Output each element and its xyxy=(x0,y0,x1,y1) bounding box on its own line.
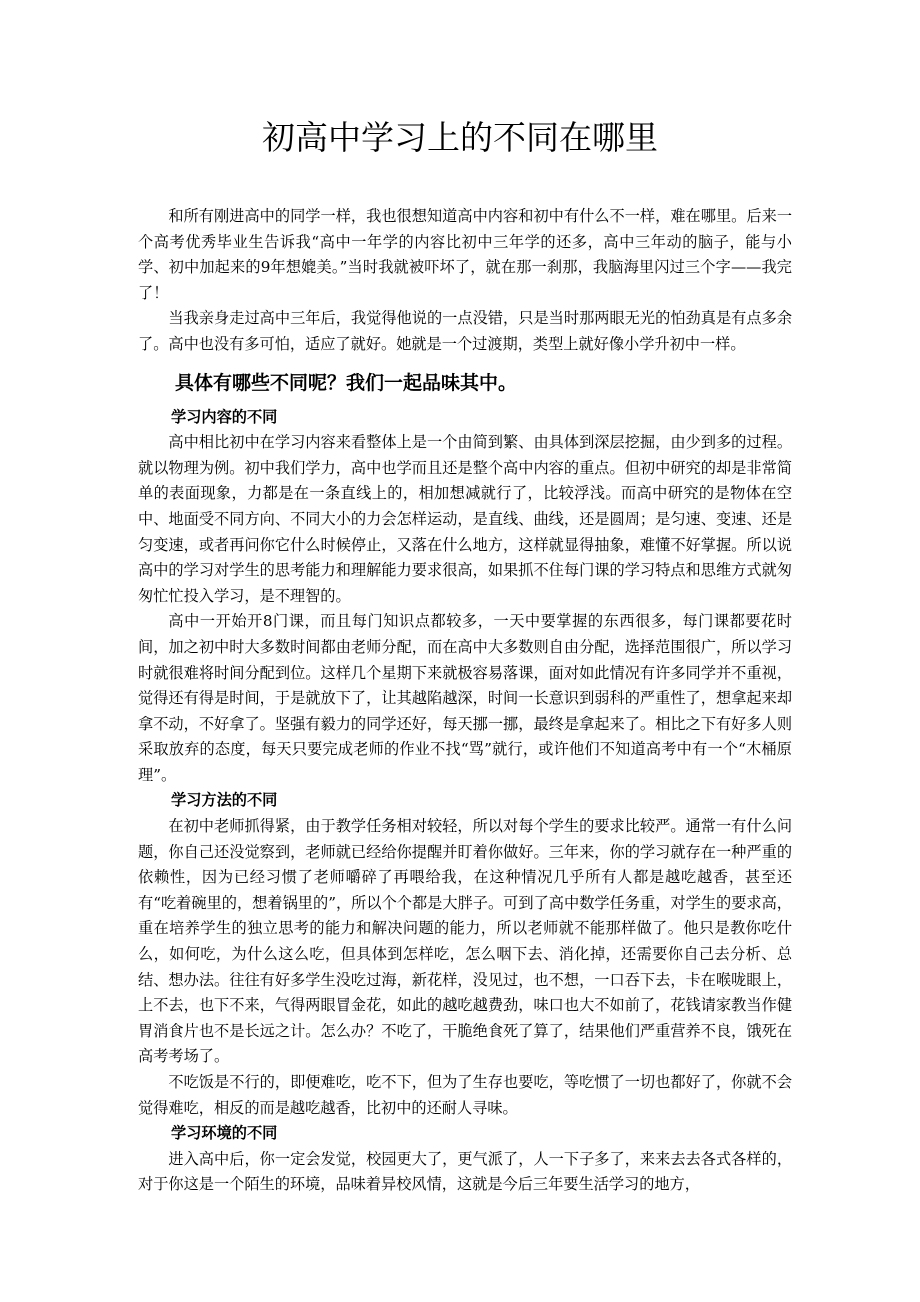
subsection-heading: 学习内容的不同 xyxy=(171,407,278,426)
subsection-heading: 学习方法的不同 xyxy=(171,791,278,810)
subsection-heading: 学习环境的不同 xyxy=(171,1124,278,1143)
body-paragraph: 高中相比初中在学习内容来看整体上是一个由简到繁、由具体到深层挖掘，由少到多的过程。就以物理为例。初中我们学力，高中也学而且还是整个高中内容的重点。但初中研究的却是非常简单的表面现象，力都是在一条直线上的，相加想减就行了，比较浮浅。而高中研究的是物体在空中、地面受不同方向、不同大小的力会怎样运动，是直线、曲线，还是圆周；是匀速、变速、还是匀变速，或者再问你它什么时候停止，又落在什么地方，这样就显得抽象，难懂不好掌握。所以说高中的学习对学生的思考能力和理解能力要求很高，如果抓不住每门课的学习特点和思维方式就匆匆忙忙投入学习，是不理智的。 xyxy=(138,433,792,605)
document-body xyxy=(138,204,792,1198)
body-paragraph: 不吃饭是不行的，即便难吃，吃不下，但为了生存也要吃，等吃惯了一切也都好了，你就不会觉得难吃，相反的而是越吃越香，比初中的还耐人寻味。 xyxy=(138,1073,792,1117)
body-paragraph: 进入高中后，你一定会发觉，校园更大了，更气派了，人一下子多了，来来去去各式各样的，对于你这是一个陌生的环境，品味着异校风情，这就是今后三年要生活学习的地方， xyxy=(138,1149,792,1194)
body-paragraph: 高中一开始开8门课，而且每门知识点都较多，一天中要掌握的东西很多，每门课都要花时间，加之初中时大多数时间都由老师分配，而在高中大多数则自由分配，选择范围很广，所以学习时就很难将时间分配到位。这样几个星期下来就极容易落课，面对如此情况有许多同学并不重视，觉得还有得是时间，于是就放下了，让其越陷越深，时间一长意识到弱科的严重性了，想拿起来却拿不动，不好拿了。坚强有毅力的同学还好，每天挪一挪，最终是拿起来了。相比之下有好多人则采取放弃的态度，每天只要完成老师的作业不找“骂”就行，或许他们不知道高考中有一个“木桶原理”。 xyxy=(138,612,792,784)
intro-paragraph: 当我亲身走过高中三年后，我觉得他说的一点没错，只是当时那两眼无光的怕劲真是有点多余了。高中也没有多可怕，适应了就好。她就是一个过渡期，类型上就好像小学升初中一样。 xyxy=(138,309,792,353)
intro-paragraph: 和所有刚进高中的同学一样，我也很想知道高中内容和初中有什么不一样，难在哪里。后来一个高考优秀毕业生告诉我“高中一年学的内容比初中三年学的还多，高中三年动的脑子，能与小学、初中加起来的9年想媲美。”当时我就被吓坏了，就在那一刹那，我脑海里闪过三个字——我完了！ xyxy=(138,207,792,302)
document-title: 初高中学习上的不同在哪里 xyxy=(262,118,658,157)
section-heading: 具体有哪些不同呢？我们一起品味其中。 xyxy=(175,371,518,394)
body-paragraph: 在初中老师抓得紧，由于教学任务相对较轻，所以对每个学生的要求比较严。通常一有什么问题，你自己还没觉察到，老师就已经给你提醒并盯着你做好。三年来，你的学习就存在一种严重的依赖性，因为已经习惯了老师嚼碎了再喂给我，在这种情况几乎所有人都是越吃越香，甚至还有“吃着碗里的，想着锅里的”，所以个个都是大胖子。可到了高中数学任务重，对学生的要求高，重在培养学生的独立思考的能力和解决问题的能力，所以老师就不能那样做了。他只是教你吃什么，如何吃，为什么这么吃，但具体到怎样吃，怎么咽下去、消化掉，还需要你自己去分析、总结、想办法。往往有好多学生没吃过海，新花样，没见过，也不想，一口吞下去，卡在喉咙眼上，上不去，也下不来，气得两眼冒金花，如此的越吃越费劲，味口也大不如前了，花钱请家教当作健胃消食片也不是长远之计。怎么办？不吃了，干脆绝食死了算了，结果他们严重营养不良，饿死在高考考场了。 xyxy=(138,817,792,1066)
